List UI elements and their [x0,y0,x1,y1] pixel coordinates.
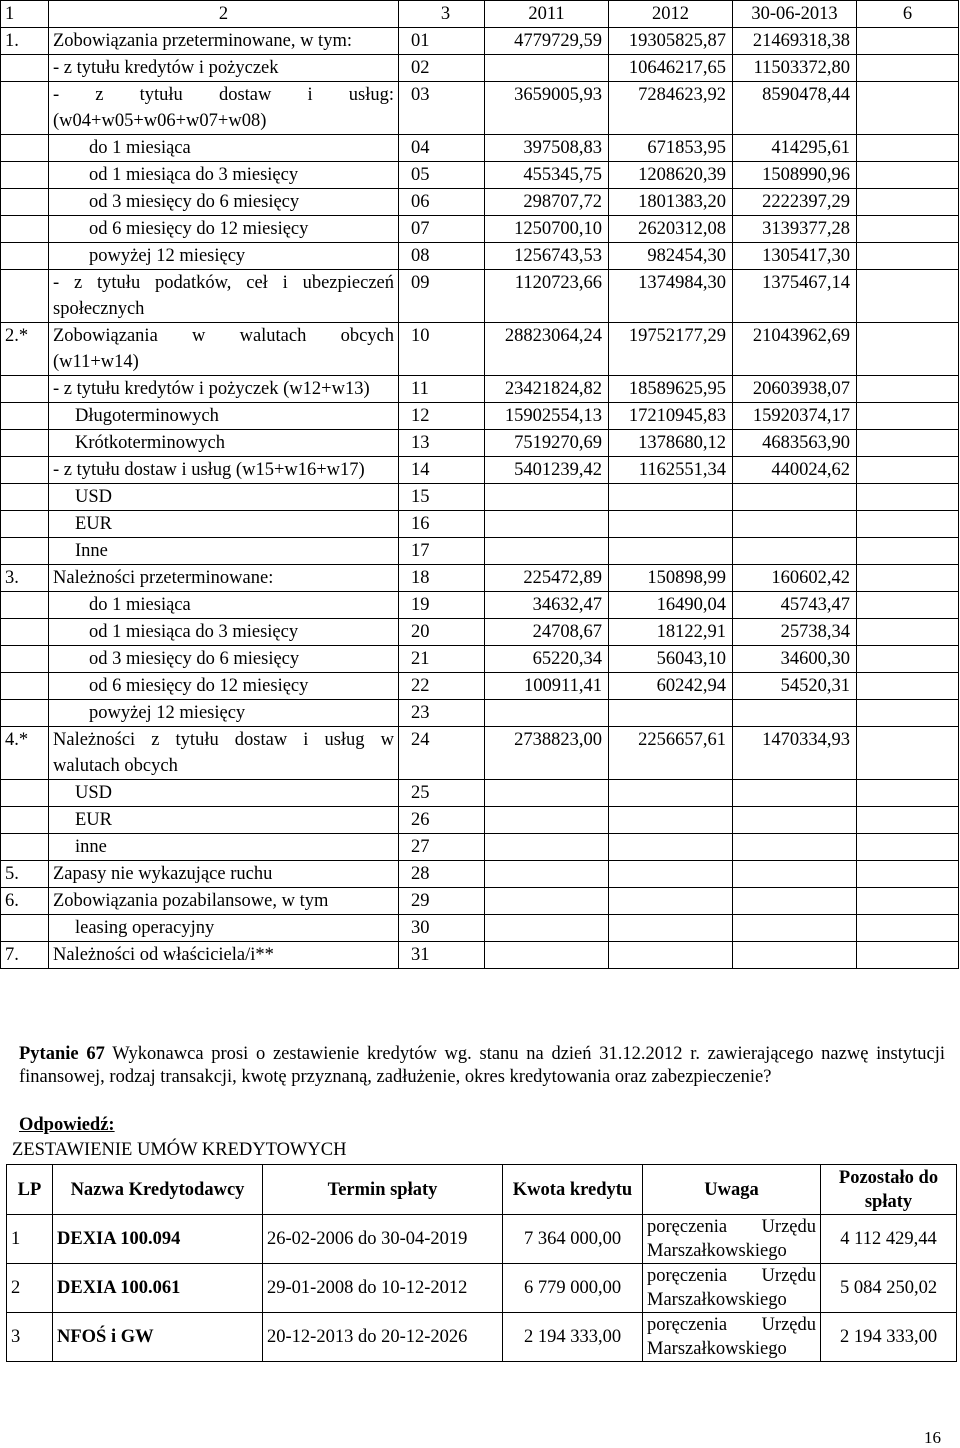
value-2011-cell: 15902554,13 [485,403,609,430]
row-number-cell: 6. [1,888,49,915]
credit-term-cell: 26-02-2006 do 30-04-2019 [263,1215,503,1264]
table-row [1,457,959,484]
value-2013-cell [733,538,857,565]
empty-cell [857,430,959,457]
value-2013-cell: 21043962,69 [733,323,857,376]
value-2012-cell: 19305825,87 [609,28,733,55]
value-2012-cell: 16490,04 [609,592,733,619]
row-number-cell [1,55,49,82]
value-2013-cell [733,915,857,942]
table-row [1,727,959,780]
value-2012-cell [609,942,733,969]
credit-remaining-cell: 5 084 250,02 [821,1264,957,1313]
row-code-cell: 02 [399,55,485,82]
value-2013-cell: 1305417,30 [733,243,857,270]
empty-cell [857,243,959,270]
row-code-cell: 05 [399,162,485,189]
header-cell: 2012 [609,1,733,28]
row-number-cell [1,189,49,216]
value-2011-cell [485,538,609,565]
value-2013-cell: 45743,47 [733,592,857,619]
empty-cell [857,511,959,538]
value-2011-cell: 28823064,24 [485,323,609,376]
value-2011-cell: 1256743,53 [485,243,609,270]
table-row [1,55,959,82]
empty-cell [857,484,959,511]
row-code-cell: 11 [399,376,485,403]
value-2012-cell [609,700,733,727]
value-2011-cell [485,484,609,511]
value-2011-cell: 397508,83 [485,135,609,162]
row-label-cell: od 1 miesiąca do 3 miesięcy [49,619,399,646]
row-code-cell: 29 [399,888,485,915]
row-number-cell [1,834,49,861]
question-label: Pytanie 67 [19,1044,105,1064]
header-cell: 2011 [485,1,609,28]
table-row [1,673,959,700]
empty-cell [857,457,959,484]
value-2011-cell: 1250700,10 [485,216,609,243]
value-2011-cell: 298707,72 [485,189,609,216]
credit-lp-cell: 2 [7,1264,53,1313]
row-code-cell: 30 [399,915,485,942]
empty-cell [857,189,959,216]
table-row [1,484,959,511]
row-number-cell [1,700,49,727]
credit-header-amount: Kwota kredytu [503,1165,643,1215]
value-2013-cell: 1508990,96 [733,162,857,189]
row-number-cell [1,592,49,619]
row-code-cell: 06 [399,189,485,216]
row-code-cell: 24 [399,727,485,780]
row-label-cell: EUR [49,807,399,834]
table-row [1,538,959,565]
credit-row [7,1215,957,1264]
credit-row [7,1313,957,1362]
empty-cell [857,861,959,888]
row-code-cell: 09 [399,270,485,323]
value-2011-cell: 24708,67 [485,619,609,646]
row-code-cell: 16 [399,511,485,538]
credit-remaining-cell: 2 194 333,00 [821,1313,957,1362]
row-number-cell [1,646,49,673]
row-number-cell [1,216,49,243]
credit-header-lp: LP [7,1165,53,1215]
row-label-cell: od 6 miesięcy do 12 miesięcy [49,673,399,700]
row-code-cell: 04 [399,135,485,162]
value-2011-cell: 3659005,93 [485,82,609,135]
value-2012-cell: 17210945,83 [609,403,733,430]
row-number-cell [1,780,49,807]
empty-cell [857,376,959,403]
empty-cell [857,55,959,82]
value-2013-cell [733,700,857,727]
value-2013-cell: 21469318,38 [733,28,857,55]
value-2012-cell: 19752177,29 [609,323,733,376]
header-cell: 6 [857,1,959,28]
value-2011-cell: 7519270,69 [485,430,609,457]
empty-cell [857,780,959,807]
row-code-cell: 27 [399,834,485,861]
value-2013-cell: 20603938,07 [733,376,857,403]
row-label-cell: Inne [49,538,399,565]
table-row [1,565,959,592]
credit-agreements-table [6,1164,957,1362]
empty-cell [857,135,959,162]
value-2012-cell: 671853,95 [609,135,733,162]
empty-cell [857,592,959,619]
credit-term-cell: 20-12-2013 do 20-12-2026 [263,1313,503,1362]
credit-header-lender: Nazwa Kredytodawcy [53,1165,263,1215]
row-number-cell [1,915,49,942]
table-row [1,646,959,673]
value-2011-cell [485,942,609,969]
row-label-cell: Należności przeterminowane: [49,565,399,592]
empty-cell [857,834,959,861]
empty-cell [857,28,959,55]
value-2012-cell [609,511,733,538]
row-number-cell: 4.* [1,727,49,780]
row-label-cell: od 3 miesięcy do 6 miesięcy [49,646,399,673]
table-row [1,592,959,619]
table-row [1,834,959,861]
row-number-cell: 7. [1,942,49,969]
row-code-cell: 19 [399,592,485,619]
credit-remaining-cell: 4 112 429,44 [821,1215,957,1264]
row-label-cell: - z tytułu podatków, ceł i ubezpieczeń społecznych [49,270,399,323]
value-2012-cell: 1208620,39 [609,162,733,189]
row-code-cell: 17 [399,538,485,565]
row-label-cell: EUR [49,511,399,538]
row-label-cell: Zapasy nie wykazujące ruchu [49,861,399,888]
header-cell: 30-06-2013 [733,1,857,28]
row-label-cell: - z tytułu dostaw i usług (w15+w16+w17) [49,457,399,484]
table-row [1,28,959,55]
value-2013-cell [733,780,857,807]
row-code-cell: 25 [399,780,485,807]
value-2013-cell [733,511,857,538]
row-label-cell: Zobowiązania w walutach obcych (w11+w14) [49,323,399,376]
row-code-cell: 31 [399,942,485,969]
value-2011-cell [485,511,609,538]
value-2011-cell [485,915,609,942]
value-2012-cell [609,834,733,861]
empty-cell [857,915,959,942]
page-number: 16 [924,1428,941,1447]
credit-lender-cell: NFOŚ i GW [53,1313,263,1362]
value-2013-cell: 2222397,29 [733,189,857,216]
row-number-cell [1,162,49,189]
value-2011-cell: 5401239,42 [485,457,609,484]
empty-cell [857,727,959,780]
credit-header-row [7,1165,957,1215]
table-row [1,780,959,807]
row-number-cell: 5. [1,861,49,888]
value-2012-cell: 60242,94 [609,673,733,700]
row-number-cell: 3. [1,565,49,592]
row-number-cell [1,807,49,834]
row-number-cell [1,135,49,162]
row-code-cell: 10 [399,323,485,376]
row-number-cell [1,270,49,323]
credit-lender-cell: DEXIA 100.094 [53,1215,263,1264]
table-row [1,700,959,727]
table-row [1,82,959,135]
row-number-cell [1,243,49,270]
value-2013-cell: 8590478,44 [733,82,857,135]
empty-cell [857,403,959,430]
row-number-cell [1,430,49,457]
table-row [1,430,959,457]
row-code-cell: 21 [399,646,485,673]
question-paragraph [19,1043,945,1089]
value-2011-cell [485,780,609,807]
credit-summary-title: ZESTAWIENIE UMÓW KREDYTOWYCH [12,1140,347,1160]
empty-cell [857,270,959,323]
row-code-cell: 07 [399,216,485,243]
credit-term-cell: 29-01-2008 do 10-12-2012 [263,1264,503,1313]
table-row [1,216,959,243]
value-2011-cell: 100911,41 [485,673,609,700]
row-code-cell: 20 [399,619,485,646]
table-row [1,888,959,915]
row-number-cell [1,673,49,700]
row-code-cell: 23 [399,700,485,727]
row-label-cell: Krótkoterminowych [49,430,399,457]
value-2012-cell: 1374984,30 [609,270,733,323]
credit-amount-cell: 7 364 000,00 [503,1215,643,1264]
row-code-cell: 03 [399,82,485,135]
empty-cell [857,700,959,727]
row-label-cell: Zobowiązania przeterminowane, w tym: [49,28,399,55]
credit-lender-cell: DEXIA 100.061 [53,1264,263,1313]
value-2013-cell: 1375467,14 [733,270,857,323]
value-2013-cell [733,807,857,834]
empty-cell [857,538,959,565]
table-row [1,403,959,430]
value-2013-cell [733,888,857,915]
credit-row [7,1264,957,1313]
value-2011-cell: 455345,75 [485,162,609,189]
row-label-cell: od 6 miesięcy do 12 miesięcy [49,216,399,243]
value-2012-cell: 150898,99 [609,565,733,592]
value-2012-cell: 1801383,20 [609,189,733,216]
empty-cell [857,888,959,915]
value-2011-cell [485,888,609,915]
row-number-cell [1,619,49,646]
value-2011-cell [485,700,609,727]
empty-cell [857,619,959,646]
row-label-cell: Należności z tytułu dostaw i usług w walutach obcych [49,727,399,780]
value-2012-cell [609,780,733,807]
credit-amount-cell: 2 194 333,00 [503,1313,643,1362]
value-2011-cell [485,55,609,82]
empty-cell [857,323,959,376]
value-2012-cell: 56043,10 [609,646,733,673]
row-number-cell: 1. [1,28,49,55]
empty-cell [857,565,959,592]
empty-cell [857,646,959,673]
row-code-cell: 15 [399,484,485,511]
empty-cell [857,162,959,189]
row-label-cell: od 3 miesięcy do 6 miesięcy [49,189,399,216]
value-2012-cell [609,915,733,942]
value-2011-cell [485,834,609,861]
value-2013-cell: 15920374,17 [733,403,857,430]
table-row [1,243,959,270]
empty-cell [857,942,959,969]
row-label-cell: powyżej 12 miesięcy [49,700,399,727]
row-label-cell: - z tytułu kredytów i pożyczek (w12+w13) [49,376,399,403]
question-text: Wykonawca prosi o zestawienie kredytów wg. stanu na dzień 31.12.2012 r. zawierającego nazwę instytucji finansowej, rodzaj transakcji, kwotę przyznaną, zadłużenie, okres kredytowania oraz zabezpieczenie? [19,1044,945,1087]
row-number-cell: 2.* [1,323,49,376]
value-2012-cell [609,538,733,565]
row-code-cell: 12 [399,403,485,430]
empty-cell [857,82,959,135]
table-row [1,323,959,376]
row-code-cell: 08 [399,243,485,270]
row-label-cell: USD [49,484,399,511]
row-label-cell: leasing operacyjny [49,915,399,942]
value-2011-cell [485,807,609,834]
row-code-cell: 13 [399,430,485,457]
empty-cell [857,216,959,243]
row-label-cell: powyżej 12 miesięcy [49,243,399,270]
value-2013-cell [733,484,857,511]
value-2011-cell: 23421824,82 [485,376,609,403]
row-label-cell: - z tytułu kredytów i pożyczek [49,55,399,82]
table-header-row [1,1,959,28]
table-row [1,270,959,323]
value-2013-cell [733,834,857,861]
table-row [1,189,959,216]
value-2011-cell: 34632,47 [485,592,609,619]
row-code-cell: 26 [399,807,485,834]
row-code-cell: 01 [399,28,485,55]
value-2012-cell: 1162551,34 [609,457,733,484]
value-2012-cell: 2620312,08 [609,216,733,243]
row-number-cell [1,376,49,403]
row-code-cell: 14 [399,457,485,484]
row-label-cell: USD [49,780,399,807]
value-2013-cell: 3139377,28 [733,216,857,243]
value-2012-cell: 18122,91 [609,619,733,646]
credit-amount-cell: 6 779 000,00 [503,1264,643,1313]
empty-cell [857,673,959,700]
value-2012-cell: 2256657,61 [609,727,733,780]
row-label-cell: od 1 miesiąca do 3 miesięcy [49,162,399,189]
table-row [1,861,959,888]
row-label-cell: do 1 miesiąca [49,592,399,619]
row-label-cell: inne [49,834,399,861]
row-number-cell [1,511,49,538]
value-2013-cell: 440024,62 [733,457,857,484]
value-2011-cell: 2738823,00 [485,727,609,780]
value-2012-cell [609,807,733,834]
value-2013-cell [733,861,857,888]
value-2012-cell: 1378680,12 [609,430,733,457]
header-cell: 1 [1,1,49,28]
row-label-cell: Należności od właściciela/i** [49,942,399,969]
value-2011-cell: 225472,89 [485,565,609,592]
credit-note-cell: poręczenia Urzędu Marszałkowskiego [643,1313,821,1362]
row-label-cell: Długoterminowych [49,403,399,430]
row-number-cell [1,403,49,430]
row-label-cell: do 1 miesiąca [49,135,399,162]
table-row [1,511,959,538]
value-2013-cell: 4683563,90 [733,430,857,457]
credit-header-term: Termin spłaty [263,1165,503,1215]
value-2012-cell: 982454,30 [609,243,733,270]
credit-lp-cell: 1 [7,1215,53,1264]
table-row [1,135,959,162]
value-2012-cell: 7284623,92 [609,82,733,135]
value-2011-cell: 65220,34 [485,646,609,673]
row-number-cell [1,82,49,135]
value-2012-cell [609,861,733,888]
row-number-cell [1,484,49,511]
value-2011-cell [485,861,609,888]
table-row [1,942,959,969]
header-cell: 2 [49,1,399,28]
value-2013-cell: 34600,30 [733,646,857,673]
credit-header-note: Uwaga [643,1165,821,1215]
row-code-cell: 28 [399,861,485,888]
row-label-cell: - z tytułu dostaw i usług: (w04+w05+w06+w07+w08) [49,82,399,135]
credit-header-remaining: Pozostało do spłaty [821,1165,957,1215]
value-2013-cell: 414295,61 [733,135,857,162]
value-2013-cell: 160602,42 [733,565,857,592]
row-code-cell: 18 [399,565,485,592]
value-2013-cell: 54520,31 [733,673,857,700]
header-cell: 3 [399,1,485,28]
value-2013-cell: 11503372,80 [733,55,857,82]
row-number-cell [1,538,49,565]
table-row [1,915,959,942]
empty-cell [857,807,959,834]
table-row [1,807,959,834]
value-2012-cell: 10646217,65 [609,55,733,82]
credit-lp-cell: 3 [7,1313,53,1362]
value-2013-cell: 25738,34 [733,619,857,646]
table-row [1,376,959,403]
row-code-cell: 22 [399,673,485,700]
value-2011-cell: 1120723,66 [485,270,609,323]
table-row [1,162,959,189]
value-2011-cell: 4779729,59 [485,28,609,55]
table-row [1,619,959,646]
value-2013-cell [733,942,857,969]
credit-note-cell: poręczenia Urzędu Marszałkowskiego [643,1264,821,1313]
row-number-cell [1,457,49,484]
answer-label: Odpowiedź: [19,1115,115,1135]
value-2012-cell [609,888,733,915]
credit-note-cell: poręczenia Urzędu Marszałkowskiego [643,1215,821,1264]
value-2012-cell: 18589625,95 [609,376,733,403]
row-label-cell: Zobowiązania pozabilansowe, w tym [49,888,399,915]
value-2013-cell: 1470334,93 [733,727,857,780]
value-2012-cell [609,484,733,511]
